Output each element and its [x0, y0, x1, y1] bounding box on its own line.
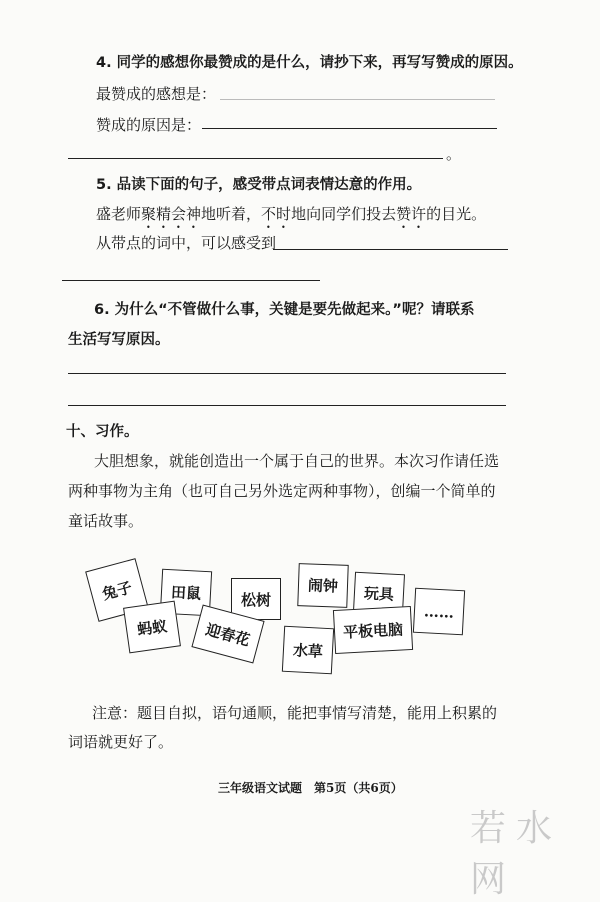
- card-pine-tree: 松树: [231, 578, 281, 620]
- q6-title-line1: 6. 为什么“不管做什么事，关键是要先做起来。”呢？请联系: [94, 302, 475, 318]
- page-footer: 三年级语文试题 第5页（共6页）: [218, 781, 403, 795]
- card-tablet-computer: 平板电脑: [333, 606, 413, 654]
- q5-emphasized-word: 赞许: [396, 205, 427, 223]
- q5-sentence-part: 的目光。: [426, 205, 487, 223]
- card-ant: 蚂蚁: [123, 601, 181, 654]
- q5-title: 5. 品读下面的句子，感受带点词表情达意的作用。: [96, 177, 422, 193]
- q4-answer-line-1[interactable]: [220, 99, 495, 100]
- q6-answer-line-2[interactable]: [68, 405, 506, 406]
- q5-sentence-part: 地向同学们投去: [291, 205, 397, 223]
- q5-sentence: [96, 204, 486, 232]
- section10-para-line2: 两种事物为主角（也可自己另外选定两种事物），创编一个简单的: [68, 482, 496, 500]
- section10-para-line1: 大胆想象，就能创造出一个属于自己的世界。本次习作请任选: [94, 452, 500, 470]
- section10-heading: 十、习作。: [66, 424, 139, 440]
- note-line1: 注意：题目自拟，语句通顺，能把事情写清楚，能用上积累的: [92, 704, 498, 722]
- q5-sentence-part: 盛老师: [96, 205, 142, 223]
- q4-label-favorite: 最赞成的感想是：: [96, 85, 217, 103]
- q5-sentence-part: 地听着，: [201, 205, 262, 223]
- card-rabbit: 兔子: [85, 558, 149, 622]
- q6-answer-line-1[interactable]: [68, 373, 506, 374]
- note-line2: 词语就更好了。: [68, 733, 174, 751]
- card-ellipsis: ……: [413, 588, 465, 636]
- q5-emphasized-word: 不时: [261, 205, 292, 223]
- card-field-mouse: 田鼠: [160, 569, 212, 617]
- q4-end-mark: 。: [446, 145, 462, 163]
- watermark-logo: 若水网: [470, 808, 563, 900]
- q4-label-reason: 赞成的原因是：: [96, 116, 202, 134]
- card-water-grass: 水草: [282, 626, 334, 675]
- card-winter-jasmine: 迎春花: [191, 604, 264, 663]
- q5-answer-line-2[interactable]: [62, 280, 320, 281]
- q4-answer-line-2[interactable]: [202, 128, 497, 129]
- q4-answer-line-3[interactable]: [68, 158, 443, 159]
- q4-title: 4. 同学的感想你最赞成的是什么，请抄下来，再写写赞成的原因。: [96, 55, 523, 71]
- card-alarm-clock: 闹钟: [297, 563, 348, 608]
- section10-para-line3: 童话故事。: [68, 512, 144, 530]
- q5-emphasized-word: 聚精会神: [141, 205, 202, 223]
- q5-prompt: 从带点的词中，可以感受到: [96, 234, 277, 252]
- q6-title-line2: 生活写写原因。: [68, 332, 170, 348]
- q5-answer-line-1[interactable]: [273, 249, 508, 250]
- card-toy: 玩具: [353, 572, 405, 615]
